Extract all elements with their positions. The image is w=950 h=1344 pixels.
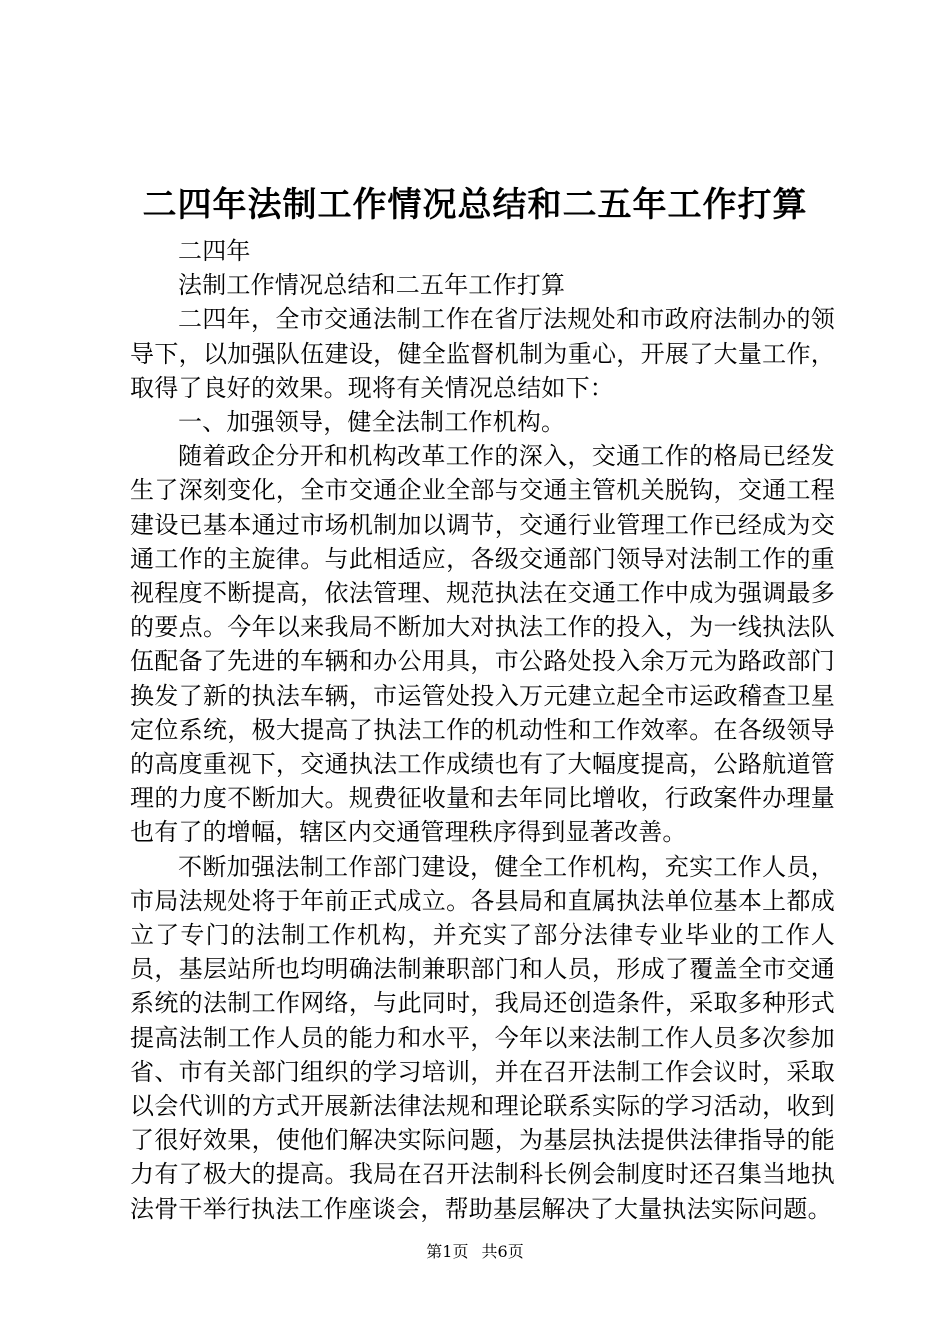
page-number: 第1页 (426, 1242, 469, 1261)
document-body (130, 234, 835, 1226)
paragraph-year: 二四年 (178, 237, 251, 265)
paragraph-intro: 二四年，全市交通法制工作在省厅法规处和市政府法制办的领导下，以加强队伍建设，健全监督机制为重心，开展了大量工作，取得了良好的效果。现将有关情况总结如下： (130, 305, 835, 402)
paragraph-section-heading: 一、加强领导，健全法制工作机构。 (178, 408, 566, 437)
page-footer (0, 1240, 950, 1264)
document-title: 二四年法制工作情况总结和二五年工作打算 (142, 185, 808, 225)
page-total: 共6页 (481, 1242, 524, 1261)
paragraph-body-1: 随着政企分开和机构改革工作的深入，交通工作的格局已经发生了深刻变化，全市交通企业全部与交通主管机关脱钩，交通工程建设已基本通过市场机制加以调节，交通行业管理工作已经成为交通工作的主旋律。与此相适应，各级交通部门领导对法制工作的重视程度不断提高，依法管理、规范执法在交通工作中成为强调最多的要点。今年以来我局不断加大对执法工作的投入，为一线执法队伍配备了先进的车辆和办公用具，市公路处投入余万元为路政部门换发了新的执法车辆，市运管处投入万元建立起全市运政稽查卫星定位系统，极大提高了执法工作的机动性和工作效率。在各级领导的高度重视下，交通执法工作成绩也有了大幅度提高，公路航道管理的力度不断加大。规费征收量和去年同比增收，行政案件办理量也有了的增幅，辖区内交通管理秩序得到显著改善。 (130, 442, 835, 847)
paragraph-subtitle: 法制工作情况总结和二五年工作打算 (178, 271, 566, 300)
paragraph-body-2: 不断加强法制工作部门建设，健全工作机构，充实工作人员，市局法规处将于年前正式成立。各县局和直属执法单位基本上都成立了专门的法制工作机构，并充实了部分法律专业毕业的工作人员，基层站所也均明确法制兼职部门和人员，形成了覆盖全市交通系统的法制工作网络，与此同时，我局还创造条件，采取多种形式提高法制工作人员的能力和水平，今年以来法制工作人员多次参加省、市有关部门组织的学习培训，并在召开法制工作会议时，采取以会代训的方式开展新法律法规和理论联系实际的学习活动，收到了很好效果，使他们解决实际问题，为基层执法提供法律指导的能力有了极大的提高。我局在召开法制科长例会制度时还召集当地执法骨干举行执法工作座谈会，帮助基层解决了大量执法实际问题。 (130, 852, 835, 1223)
